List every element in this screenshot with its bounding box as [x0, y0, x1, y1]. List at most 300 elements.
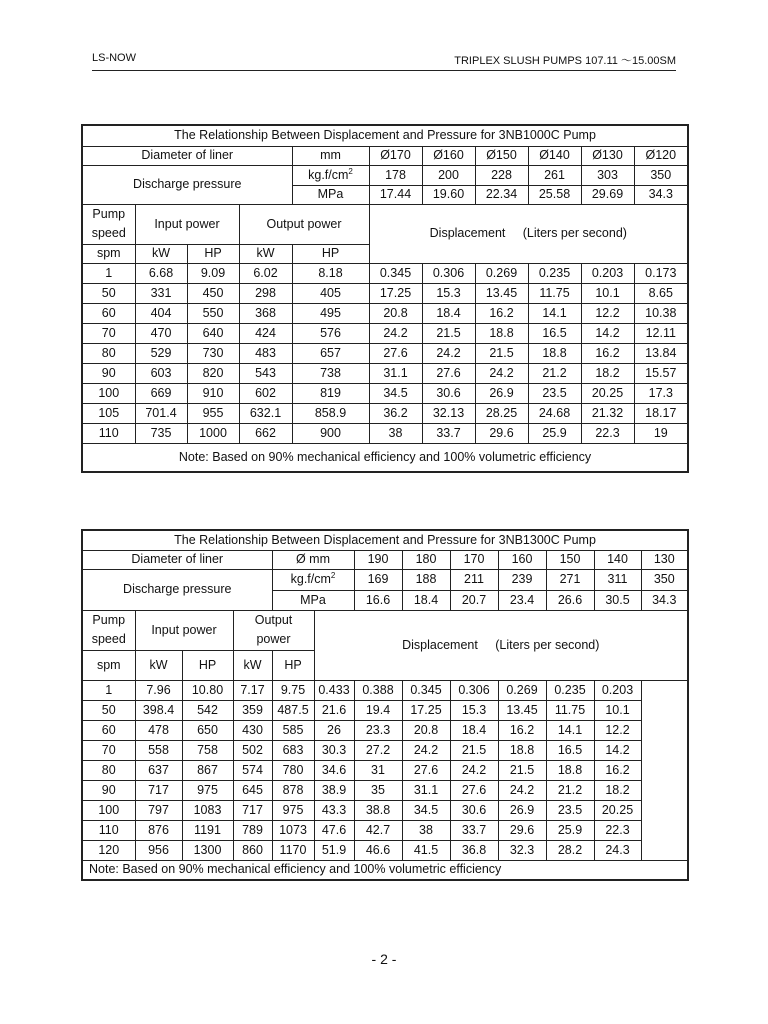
table-cell: 6.68: [135, 263, 187, 283]
table-cell: 25.9: [546, 820, 594, 840]
row-speed-cell: 110: [82, 423, 135, 443]
table-cell: 36.8: [450, 840, 498, 860]
mpa-value: 30.5: [594, 590, 641, 610]
table-cell: 18.4: [450, 720, 498, 740]
table-cell: 13.84: [634, 343, 688, 363]
table-cell: 22.3: [594, 820, 641, 840]
header-left: LS-NOW: [92, 52, 136, 64]
table-cell: 820: [187, 363, 239, 383]
row-speed-cell: 100: [82, 383, 135, 403]
table-row: [82, 700, 688, 720]
mpa-value: 22.34: [475, 185, 528, 204]
unit-hp: HP: [182, 650, 233, 680]
table-cell: 10.38: [634, 303, 688, 323]
table-cell: 32.13: [422, 403, 475, 423]
kg-value: 261: [528, 165, 581, 185]
table-row: [82, 383, 688, 403]
table-cell: 33.7: [422, 423, 475, 443]
table-cell: 14.2: [581, 323, 634, 343]
table-cell: 0.203: [594, 680, 641, 700]
table-cell: 20.8: [369, 303, 422, 323]
table-cell: 33.7: [450, 820, 498, 840]
table-cell: 9.09: [187, 263, 239, 283]
row-speed-cell: 105: [82, 403, 135, 423]
table-row: [82, 283, 688, 303]
liner-label: Diameter of liner: [82, 146, 292, 165]
table-cell: 669: [135, 383, 187, 403]
table-row: [82, 760, 688, 780]
kg-unit-sup: 2: [348, 166, 353, 176]
table-cell: 0.306: [422, 263, 475, 283]
liner-value: Ø120: [634, 146, 688, 165]
table-cell: 14.2: [594, 740, 641, 760]
table-cell: 8.18: [292, 263, 369, 283]
table-cell: 0.388: [354, 680, 402, 700]
table-cell: 7.96: [135, 680, 182, 700]
row-speed-cell: 50: [82, 283, 135, 303]
table-cell: 34.6: [314, 760, 354, 780]
table-cell: 17.3: [634, 383, 688, 403]
output-power-line1: Output: [254, 613, 293, 627]
table-cell: 18.8: [546, 760, 594, 780]
table-row: [82, 780, 688, 800]
unit-hp: HP: [187, 244, 239, 263]
table-cell: 1191: [182, 820, 233, 840]
unit-kw: kW: [233, 650, 272, 680]
table-row: [82, 363, 688, 383]
table-row: [82, 263, 688, 283]
kg-value: 211: [450, 569, 498, 590]
table-cell: 483: [239, 343, 292, 363]
table-title: The Relationship Between Displacement and Pressure for 3NB1000C Pump: [82, 125, 688, 146]
liner-value: 190: [354, 550, 402, 569]
table-cell: 495: [292, 303, 369, 323]
output-power-line2: power: [256, 632, 291, 646]
mpa-value: 29.69: [581, 185, 634, 204]
table-cell: 424: [239, 323, 292, 343]
table-cell: 780: [272, 760, 314, 780]
table-cell: 529: [135, 343, 187, 363]
table-3nb1000c: [81, 124, 689, 473]
unit-spm: spm: [82, 244, 135, 263]
table-cell: 558: [135, 740, 182, 760]
table-cell: 38: [402, 820, 450, 840]
input-power-label: Input power: [135, 204, 239, 244]
liner-value: 160: [498, 550, 546, 569]
table-cell: 405: [292, 283, 369, 303]
table-cell: 31.1: [369, 363, 422, 383]
table-cell: 23.3: [354, 720, 402, 740]
liner-value: 140: [594, 550, 641, 569]
mpa-value: 18.4: [402, 590, 450, 610]
table-cell: 683: [272, 740, 314, 760]
table-cell: 11.75: [528, 283, 581, 303]
table-cell: 657: [292, 343, 369, 363]
kg-value: 350: [641, 569, 688, 590]
table-cell: 602: [239, 383, 292, 403]
table-title: The Relationship Between Displacement and Pressure for 3NB1300C Pump: [82, 530, 688, 550]
table-cell: 15.3: [450, 700, 498, 720]
table-cell: 0.433: [314, 680, 354, 700]
table-cell: 0.269: [475, 263, 528, 283]
table-cell: 730: [187, 343, 239, 363]
table-cell: 21.5: [475, 343, 528, 363]
table-cell: 32.3: [498, 840, 546, 860]
table-cell: 797: [135, 800, 182, 820]
table-cell: 789: [233, 820, 272, 840]
table-cell: 34.5: [402, 800, 450, 820]
table-cell: 701.4: [135, 403, 187, 423]
table-row: [82, 423, 688, 443]
table-cell: 876: [135, 820, 182, 840]
table-cell: 24.2: [402, 740, 450, 760]
table-cell: 878: [272, 780, 314, 800]
unit-kw: kW: [135, 650, 182, 680]
table-cell: 650: [182, 720, 233, 740]
table-cell: 585: [272, 720, 314, 740]
table-cell: 8.65: [634, 283, 688, 303]
table-cell: 543: [239, 363, 292, 383]
pump-speed-label: [82, 204, 135, 244]
table-cell: 30.6: [422, 383, 475, 403]
row-speed-cell: 110: [82, 820, 135, 840]
pump-speed-line1: Pump: [92, 613, 126, 627]
table-cell: 10.1: [581, 283, 634, 303]
table-cell: 858.9: [292, 403, 369, 423]
table-cell: 487.5: [272, 700, 314, 720]
table-row: [82, 323, 688, 343]
mpa-value: 19.60: [422, 185, 475, 204]
table-cell: 17.25: [369, 283, 422, 303]
unit-hp: HP: [272, 650, 314, 680]
table-row: [82, 820, 688, 840]
kg-value: 271: [546, 569, 594, 590]
liner-value: Ø170: [369, 146, 422, 165]
table-cell: 25.9: [528, 423, 581, 443]
pump-speed-line2: speed: [91, 226, 126, 240]
liner-value: Ø140: [528, 146, 581, 165]
kg-value: 188: [402, 569, 450, 590]
table-cell: 13.45: [475, 283, 528, 303]
table-cell: 359: [233, 700, 272, 720]
table-cell: 398.4: [135, 700, 182, 720]
row-speed-cell: 80: [82, 760, 135, 780]
table-cell: 24.2: [475, 363, 528, 383]
table-cell: 31: [354, 760, 402, 780]
table-cell: 14.1: [528, 303, 581, 323]
table-cell: 31.1: [402, 780, 450, 800]
row-speed-cell: 100: [82, 800, 135, 820]
table-cell: 576: [292, 323, 369, 343]
table-cell: 41.5: [402, 840, 450, 860]
mpa-value: 20.7: [450, 590, 498, 610]
table-cell: 23.5: [528, 383, 581, 403]
table-cell: 7.17: [233, 680, 272, 700]
kg-unit: [272, 569, 354, 590]
row-speed-cell: 70: [82, 740, 135, 760]
table-cell: 24.3: [594, 840, 641, 860]
table-cell: 26.9: [475, 383, 528, 403]
table-cell: 0.345: [369, 263, 422, 283]
table-cell: 24.2: [369, 323, 422, 343]
row-speed-cell: 90: [82, 363, 135, 383]
table-cell: 632.1: [239, 403, 292, 423]
table-cell: 38.8: [354, 800, 402, 820]
unit-kw: kW: [239, 244, 292, 263]
table-cell: 11.75: [546, 700, 594, 720]
table-cell: 12.2: [581, 303, 634, 323]
table-note: Note: Based on 90% mechanical efficiency and 100% volumetric efficiency: [82, 860, 688, 880]
table-cell: 28.2: [546, 840, 594, 860]
row-speed-cell: 60: [82, 303, 135, 323]
table-cell: 19: [634, 423, 688, 443]
table-cell: 21.2: [546, 780, 594, 800]
table-cell: 956: [135, 840, 182, 860]
table-cell: 16.5: [546, 740, 594, 760]
kg-value: 303: [581, 165, 634, 185]
table-cell: 0.306: [450, 680, 498, 700]
kg-value: 178: [369, 165, 422, 185]
kg-unit: [292, 165, 369, 185]
kg-value: 239: [498, 569, 546, 590]
liner-value: 180: [402, 550, 450, 569]
table-cell: 26.9: [498, 800, 546, 820]
table-cell: 717: [135, 780, 182, 800]
table-row: [82, 740, 688, 760]
table-row: [82, 800, 688, 820]
table-cell: 9.75: [272, 680, 314, 700]
table-row: [82, 720, 688, 740]
output-power-label: Output power: [239, 204, 369, 244]
table-cell: 17.25: [402, 700, 450, 720]
table-cell: 574: [233, 760, 272, 780]
table-cell: 550: [187, 303, 239, 323]
mpa-value: 23.4: [498, 590, 546, 610]
table-cell: 29.6: [498, 820, 546, 840]
table-cell: 29.6: [475, 423, 528, 443]
table-cell: 18.8: [475, 323, 528, 343]
mpa-value: 17.44: [369, 185, 422, 204]
table-cell: 26: [314, 720, 354, 740]
kg-unit-text: kg.f/cm: [308, 168, 349, 183]
table-cell: 18.17: [634, 403, 688, 423]
table-cell: 34.5: [369, 383, 422, 403]
liner-value: Ø130: [581, 146, 634, 165]
table-cell: 18.4: [422, 303, 475, 323]
table-note: Note: Based on 90% mechanical efficiency and 100% volumetric efficiency: [82, 443, 688, 472]
table-cell: 18.2: [581, 363, 634, 383]
table-cell: 20.8: [402, 720, 450, 740]
input-power-label: Input power: [135, 610, 233, 650]
row-speed-cell: 120: [82, 840, 135, 860]
table-cell: 20.25: [581, 383, 634, 403]
displacement-label: Displacement (Liters per second): [314, 610, 688, 680]
discharge-label: Discharge pressure: [82, 569, 272, 610]
table-cell: 23.5: [546, 800, 594, 820]
table-cell: 15.3: [422, 283, 475, 303]
table-cell: 24.68: [528, 403, 581, 423]
table-cell: 16.5: [528, 323, 581, 343]
table-cell: 20.25: [594, 800, 641, 820]
table-cell: 24.2: [498, 780, 546, 800]
table-cell: 47.6: [314, 820, 354, 840]
liner-unit: mm: [292, 146, 369, 165]
table-cell: 36.2: [369, 403, 422, 423]
table-cell: 0.203: [581, 263, 634, 283]
table-row: [82, 343, 688, 363]
header-right: TRIPLEX SLUSH PUMPS 107.11 ～15.00SM: [454, 55, 676, 67]
row-speed-cell: 80: [82, 343, 135, 363]
kg-value: 350: [634, 165, 688, 185]
table-cell: 30.6: [450, 800, 498, 820]
kg-value: 169: [354, 569, 402, 590]
unit-kw: kW: [135, 244, 187, 263]
liner-value: 150: [546, 550, 594, 569]
mpa-value: 16.6: [354, 590, 402, 610]
table-cell: 298: [239, 283, 292, 303]
table1-rows: [82, 263, 688, 443]
table-cell: 13.45: [498, 700, 546, 720]
table-cell: 0.235: [528, 263, 581, 283]
kg-unit-text: kg.f/cm: [290, 572, 331, 587]
table-cell: 975: [272, 800, 314, 820]
table-cell: 470: [135, 323, 187, 343]
table-cell: 819: [292, 383, 369, 403]
table-cell: 542: [182, 700, 233, 720]
table-cell: 12.2: [594, 720, 641, 740]
pump-speed-line2: speed: [91, 632, 126, 646]
table-cell: 21.32: [581, 403, 634, 423]
table2-rows: [82, 680, 688, 860]
table-cell: 1083: [182, 800, 233, 820]
kg-value: 200: [422, 165, 475, 185]
table-cell: 19.4: [354, 700, 402, 720]
liner-value: 130: [641, 550, 688, 569]
table-cell: 637: [135, 760, 182, 780]
table-cell: 860: [233, 840, 272, 860]
table-cell: 46.6: [354, 840, 402, 860]
table-cell: 51.9: [314, 840, 354, 860]
table-row: [82, 840, 688, 860]
mpa-value: 26.6: [546, 590, 594, 610]
table-cell: 0.269: [498, 680, 546, 700]
table-cell: 0.235: [546, 680, 594, 700]
row-speed-cell: 90: [82, 780, 135, 800]
table-cell: 867: [182, 760, 233, 780]
table-cell: 1170: [272, 840, 314, 860]
kg-value: 228: [475, 165, 528, 185]
liner-value: Ø150: [475, 146, 528, 165]
table-cell: 603: [135, 363, 187, 383]
table-cell: 21.5: [498, 760, 546, 780]
mpa-value: 34.3: [641, 590, 688, 610]
discharge-label: Discharge pressure: [82, 165, 292, 204]
unit-spm: spm: [82, 650, 135, 680]
table-cell: 27.2: [354, 740, 402, 760]
table-cell: 1000: [187, 423, 239, 443]
table-cell: 0.345: [402, 680, 450, 700]
table-cell: 21.5: [422, 323, 475, 343]
table-cell: 28.25: [475, 403, 528, 423]
table-cell: 0.173: [634, 263, 688, 283]
table-cell: 42.7: [354, 820, 402, 840]
output-power-label: [233, 610, 314, 650]
row-speed-cell: 70: [82, 323, 135, 343]
table-cell: 21.2: [528, 363, 581, 383]
liner-unit: Ø mm: [272, 550, 354, 569]
table-cell: 27.6: [450, 780, 498, 800]
table-cell: 16.2: [594, 760, 641, 780]
unit-hp: HP: [292, 244, 369, 263]
liner-value: 170: [450, 550, 498, 569]
table-cell: 24.2: [422, 343, 475, 363]
table-cell: 27.6: [402, 760, 450, 780]
row-speed-cell: 50: [82, 700, 135, 720]
table-cell: 955: [187, 403, 239, 423]
table-cell: 16.2: [498, 720, 546, 740]
table-cell: 404: [135, 303, 187, 323]
table-cell: 717: [233, 800, 272, 820]
table-cell: 27.6: [422, 363, 475, 383]
pump-speed-line1: Pump: [92, 207, 126, 221]
table-cell: 1300: [182, 840, 233, 860]
table-cell: 38: [369, 423, 422, 443]
row-speed-cell: 60: [82, 720, 135, 740]
table-cell: 22.3: [581, 423, 634, 443]
mpa-unit: MPa: [292, 185, 369, 204]
table-row: [82, 303, 688, 323]
table-row: [82, 403, 688, 423]
table-cell: 18.2: [594, 780, 641, 800]
table-cell: 14.1: [546, 720, 594, 740]
page-number: - 2 -: [371, 951, 397, 967]
table-cell: 1073: [272, 820, 314, 840]
table-cell: 502: [233, 740, 272, 760]
table-cell: 640: [187, 323, 239, 343]
liner-label: Diameter of liner: [82, 550, 272, 569]
table-cell: 10.80: [182, 680, 233, 700]
table-cell: 24.2: [450, 760, 498, 780]
table-cell: 430: [233, 720, 272, 740]
table-cell: 21.6: [314, 700, 354, 720]
liner-value: Ø160: [422, 146, 475, 165]
mpa-unit: MPa: [272, 590, 354, 610]
table-cell: 18.8: [498, 740, 546, 760]
mpa-value: 34.3: [634, 185, 688, 204]
table-cell: 910: [187, 383, 239, 403]
table-cell: 10.1: [594, 700, 641, 720]
table-cell: 758: [182, 740, 233, 760]
table-cell: 331: [135, 283, 187, 303]
table-cell: 18.8: [528, 343, 581, 363]
table-cell: 645: [233, 780, 272, 800]
page-header: [92, 52, 676, 71]
table-cell: 478: [135, 720, 182, 740]
row-speed-cell: 1: [82, 263, 135, 283]
pump-speed-label: [82, 610, 135, 650]
table-cell: 38.9: [314, 780, 354, 800]
table-cell: 450: [187, 283, 239, 303]
table-cell: 12.11: [634, 323, 688, 343]
table-cell: 975: [182, 780, 233, 800]
kg-value: 311: [594, 569, 641, 590]
table-row: [82, 680, 688, 700]
table-cell: 43.3: [314, 800, 354, 820]
table-cell: 21.5: [450, 740, 498, 760]
table-cell: 27.6: [369, 343, 422, 363]
table-cell: 900: [292, 423, 369, 443]
kg-unit-sup: 2: [330, 571, 336, 581]
